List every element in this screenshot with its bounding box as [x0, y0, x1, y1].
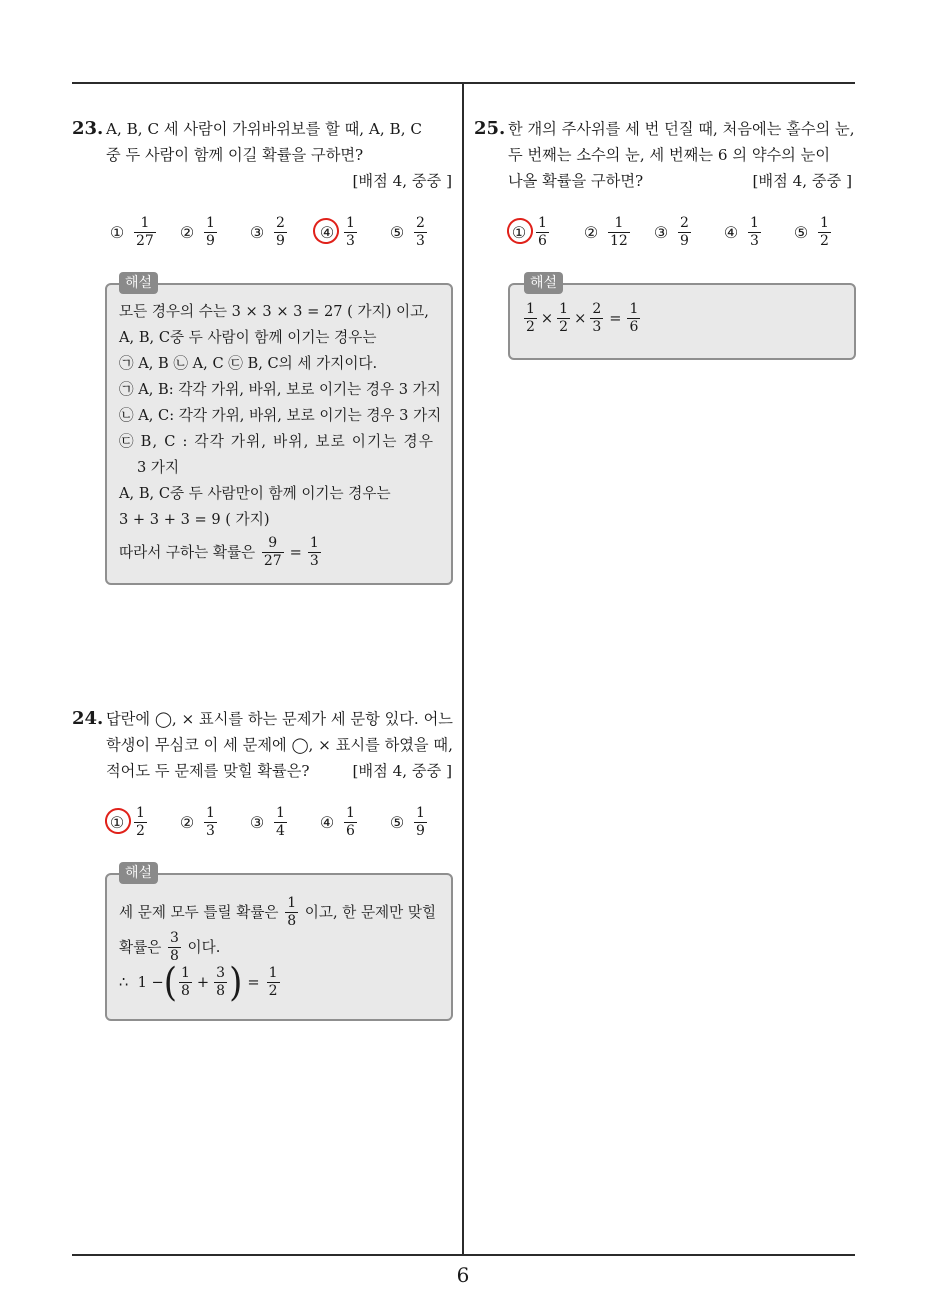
denominator: 6: [629, 319, 639, 335]
denominator: 2: [136, 822, 145, 839]
choice-number: ③: [249, 812, 265, 832]
numerator: 1: [820, 214, 829, 231]
question-text: 두 번째는 소수의 눈, 세 번째는 6 의 약수의 눈이: [508, 146, 831, 164]
denominator: 3: [592, 319, 602, 335]
fraction: [204, 805, 217, 840]
question-text: 답란에 ◯, × 표시를 하는 문제가 세 문항 있다. 어느: [106, 710, 453, 728]
denominator: 8: [287, 913, 297, 929]
explanation-line: 3 가지: [137, 459, 180, 476]
choice-number: ②: [179, 812, 195, 832]
fraction: [608, 215, 630, 250]
denominator: 8: [169, 948, 179, 964]
choice-number: ①: [109, 812, 125, 832]
question-text: 적어도 두 문제를 맞힐 확률은?: [106, 762, 310, 780]
text: 따라서 구하는 확률은: [119, 543, 256, 561]
choice-2[interactable]: [582, 210, 632, 254]
explanation-box-23: [105, 283, 453, 585]
choice-number: ③: [249, 222, 265, 242]
text: 1 −: [137, 973, 164, 991]
question-25: [474, 116, 856, 194]
choice-4[interactable]: [722, 210, 763, 254]
question-24: [72, 706, 453, 784]
denominator: 9: [680, 232, 689, 249]
choice-number: ④: [319, 222, 335, 242]
denominator: 8: [181, 983, 190, 999]
denominator: 3: [346, 232, 355, 249]
explanation-line: 3 + 3 + 3 = 9 ( 가지): [119, 511, 270, 528]
fraction: [262, 535, 284, 570]
denominator: 2: [526, 319, 535, 335]
explanation-line: 모든 경우의 수는 3 × 3 × 3 = 27 ( 가지) 이고,: [119, 303, 429, 320]
answer-choices-23: [108, 210, 458, 254]
numerator: 1: [559, 301, 569, 317]
choice-3[interactable]: [248, 800, 289, 844]
therefore-sign: ∴: [119, 973, 129, 991]
choice-1[interactable]: [108, 210, 158, 254]
fraction: [590, 301, 603, 336]
explanation-line: A, B, C중 두 사람만이 함께 이기는 경우는: [119, 485, 391, 502]
answer-choices-25: [510, 210, 850, 254]
fraction: [557, 301, 570, 336]
denominator: 3: [206, 822, 215, 839]
explanation-line: [522, 301, 842, 336]
choice-5[interactable]: [388, 800, 429, 844]
denominator: 3: [309, 553, 319, 569]
fraction: [344, 215, 357, 250]
denominator: 3: [416, 232, 425, 249]
explanation-box-25: [508, 283, 856, 360]
numerator: 2: [680, 214, 689, 231]
numerator: 1: [750, 214, 759, 231]
question-number: 24.: [72, 708, 104, 729]
explanation-tag: 해설: [524, 272, 563, 294]
answer-choices-24: [108, 800, 458, 844]
numerator: 1: [287, 895, 297, 911]
numerator: 2: [416, 214, 425, 231]
choice-number: ④: [723, 222, 739, 242]
denominator: 6: [538, 232, 547, 249]
times-sign: ×: [574, 309, 587, 327]
page-number: 6: [456, 1263, 470, 1287]
fraction: [134, 215, 156, 250]
fraction: [179, 965, 192, 1000]
fraction: [748, 215, 761, 250]
left-paren: (: [163, 959, 177, 1006]
explanation-line: ㉠ A, B ㉡ A, C ㉢ B, C의 세 가지이다.: [119, 355, 378, 372]
denominator: 6: [346, 822, 355, 839]
numerator: 3: [169, 930, 179, 946]
text: 확률은: [119, 938, 162, 956]
fraction: [214, 965, 227, 1000]
question-text: 중 두 사람이 함께 이길 확률을 구하면?: [106, 146, 364, 164]
explanation-line: [119, 895, 436, 930]
explanation-line: ㉢ B, C : 각각 가위, 바위, 보로 이기는 경우: [119, 433, 435, 450]
text: 이다.: [187, 938, 221, 956]
fraction: [818, 215, 831, 250]
choice-number: ②: [179, 222, 195, 242]
denominator: 2: [268, 983, 278, 999]
equals-sign: =: [247, 973, 260, 991]
choice-number: ⑤: [793, 222, 809, 242]
choice-5[interactable]: [792, 210, 833, 254]
numerator: 1: [206, 804, 215, 821]
denominator: 27: [263, 553, 282, 569]
score-level: [배점 4, 중중 ]: [352, 172, 452, 190]
fraction: [627, 301, 640, 336]
numerator: 1: [346, 214, 355, 231]
explanation-box-24: [105, 873, 453, 1021]
text: 이고, 한 문제만 맞힐: [304, 903, 437, 921]
explanation-line: [119, 535, 323, 570]
numerator: 1: [181, 965, 190, 981]
fraction: [344, 805, 357, 840]
explanation-line: ㉡ A, C: 각각 가위, 바위, 보로 이기는 경우 3 가지: [119, 407, 442, 424]
numerator: 1: [346, 804, 355, 821]
choice-number: ④: [319, 812, 335, 832]
fraction: [134, 805, 147, 840]
explanation-line: [119, 959, 439, 1006]
choice-2[interactable]: [178, 800, 219, 844]
choice-number: ①: [109, 222, 125, 242]
equals-sign: =: [609, 309, 622, 327]
numerator: 1: [538, 214, 547, 231]
text: 세 문제 모두 틀릴 확률은: [119, 903, 279, 921]
fraction: [274, 805, 287, 840]
fraction: [267, 965, 280, 1000]
numerator: 1: [206, 214, 215, 231]
choice-number: ⑤: [389, 222, 405, 242]
numerator: 1: [309, 535, 319, 551]
numerator: 9: [268, 535, 278, 551]
choice-3[interactable]: [652, 210, 693, 254]
numerator: 2: [276, 214, 285, 231]
explanation-line: A, B, C중 두 사람이 함께 이기는 경우는: [119, 329, 377, 346]
denominator: 9: [416, 822, 425, 839]
numerator: 3: [216, 965, 226, 981]
question-text: A, B, C 세 사람이 가위바위보를 할 때, A, B, C: [106, 120, 422, 138]
explanation-line: ㉠ A, B: 각각 가위, 바위, 보로 이기는 경우 3 가지: [119, 381, 441, 398]
choice-number: ③: [653, 222, 669, 242]
fraction: [678, 215, 691, 250]
right-paren: ): [229, 959, 243, 1006]
choice-3[interactable]: [248, 210, 289, 254]
choice-number: ⑤: [389, 812, 405, 832]
numerator: 1: [526, 301, 535, 317]
numerator: 1: [629, 301, 639, 317]
times-sign: ×: [540, 309, 554, 327]
denominator: 9: [206, 232, 215, 249]
denominator: 27: [136, 232, 154, 249]
choice-number: ②: [583, 222, 599, 242]
choice-4[interactable]: [318, 800, 359, 844]
numerator: 1: [268, 965, 278, 981]
question-text: 한 개의 주사위를 세 번 던질 때, 처음에는 홀수의 눈,: [508, 120, 855, 138]
fraction: [536, 215, 549, 250]
denominator: 12: [610, 232, 628, 249]
denominator: 9: [276, 232, 285, 249]
question-text: 학생이 무심코 이 세 문제에 ◯, × 표시를 하였을 때,: [106, 736, 453, 754]
fraction: [414, 215, 427, 250]
explanation-tag: 해설: [119, 272, 158, 294]
numerator: 1: [416, 804, 425, 821]
choice-5[interactable]: [388, 210, 429, 254]
question-number: 25.: [474, 118, 506, 139]
numerator: 1: [614, 214, 624, 231]
score-level: [배점 4, 중중 ]: [752, 172, 852, 190]
question-last-line: [508, 168, 856, 194]
numerator: 1: [276, 804, 285, 821]
numerator: 2: [592, 301, 602, 317]
fraction: [274, 215, 287, 250]
explanation-tag: 해설: [119, 862, 158, 884]
choice-2[interactable]: [178, 210, 219, 254]
fraction: [204, 215, 217, 250]
fraction: [308, 535, 321, 570]
denominator: 8: [216, 983, 226, 999]
denominator: 2: [820, 232, 829, 249]
question-number: 23.: [72, 118, 104, 139]
denominator: 3: [750, 232, 759, 249]
score-level: [배점 4, 중중 ]: [352, 762, 452, 780]
denominator: 4: [276, 822, 285, 839]
plus-sign: +: [196, 973, 210, 991]
question-23: [72, 116, 452, 194]
fraction: [524, 301, 537, 336]
numerator: 1: [136, 804, 145, 821]
choice-number: ①: [511, 222, 527, 242]
column-divider: [462, 83, 464, 1255]
denominator: 2: [559, 319, 569, 335]
question-last-line: [106, 758, 452, 784]
question-text: 나올 확률을 구하면?: [508, 172, 644, 190]
fraction: [414, 805, 427, 840]
equals-sign: =: [289, 543, 302, 561]
fraction: [285, 895, 298, 930]
numerator: 1: [140, 214, 150, 231]
